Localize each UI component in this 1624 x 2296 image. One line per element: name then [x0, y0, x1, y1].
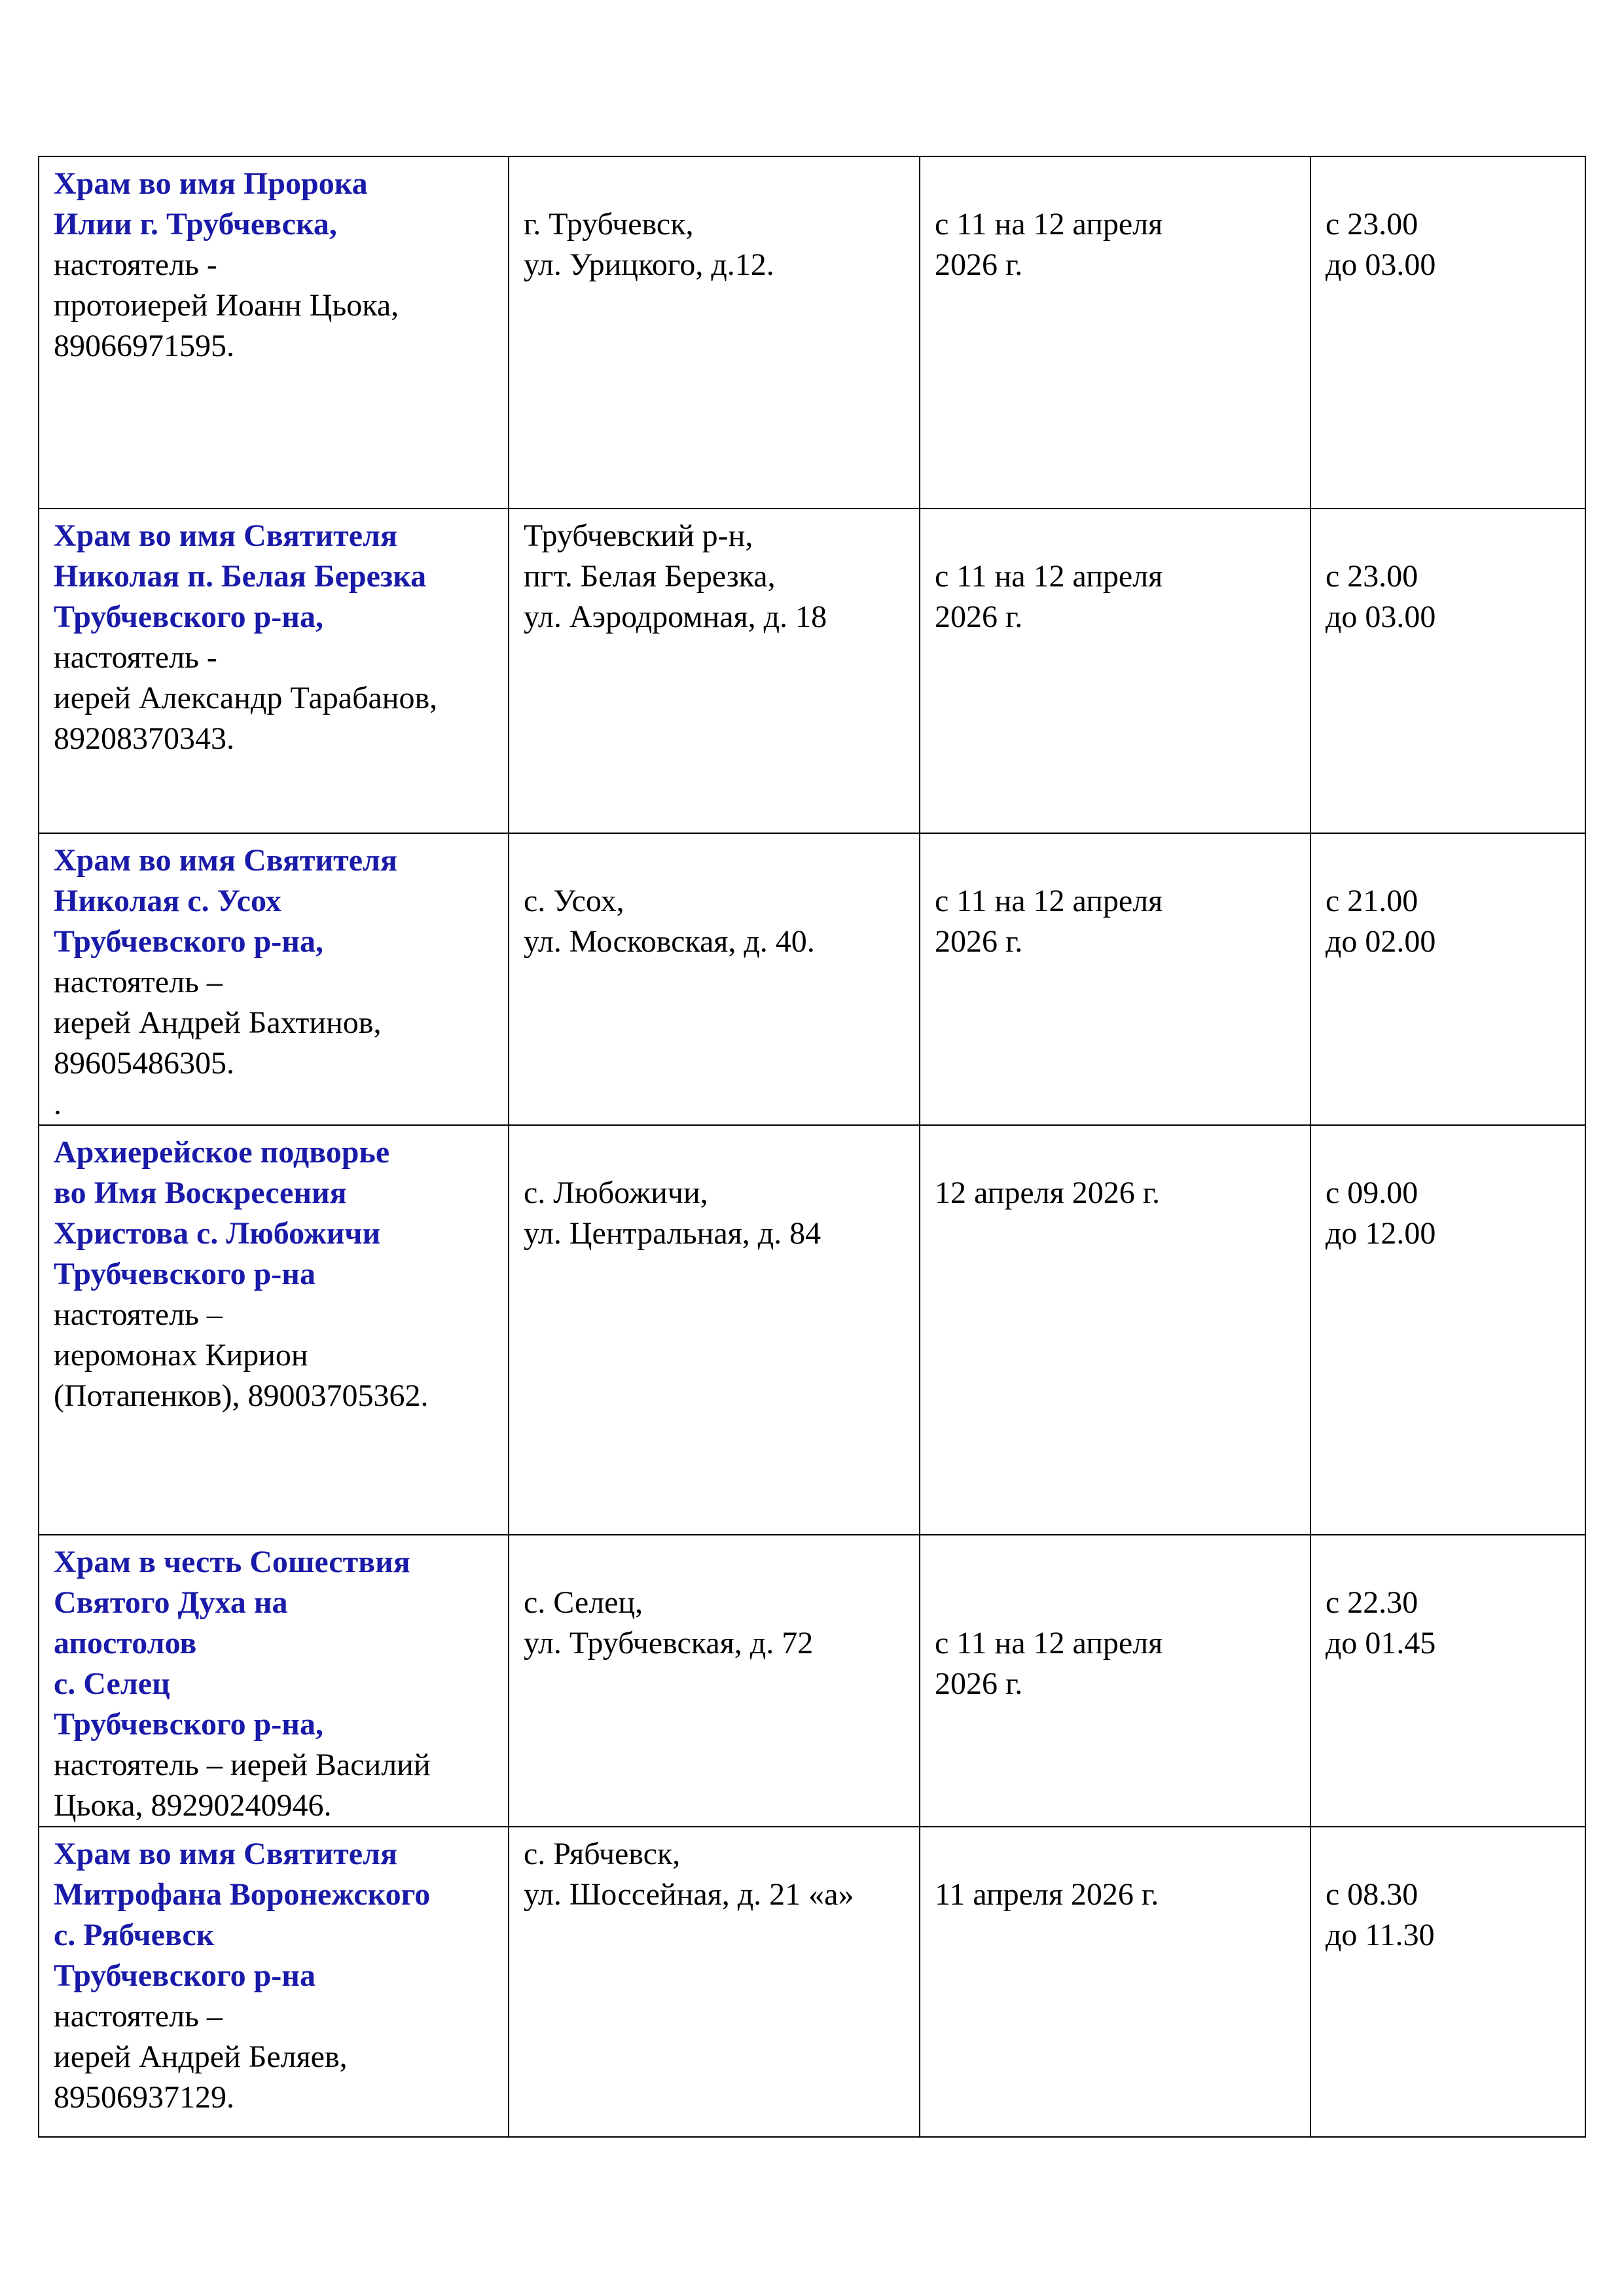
address-line: ул. Трубчевская, д. 72	[524, 1626, 814, 1660]
time-cell	[1310, 509, 1585, 833]
time-cell	[1310, 156, 1585, 509]
address-cell	[509, 1125, 920, 1535]
address-cell	[509, 1535, 920, 1827]
date-line	[935, 1583, 1297, 1623]
rector-line: протоиерей Иоанн Цьока,	[54, 288, 399, 323]
table-row	[39, 1535, 1585, 1827]
church-name-line: Трубчевского р-на	[54, 1257, 316, 1291]
date-line	[935, 1542, 1297, 1583]
date-line: 12 апреля 2026 г.	[935, 1175, 1160, 1210]
date-line: 2026 г.	[935, 924, 1023, 959]
rector-line: иерей Андрей Бахтинов,	[54, 1005, 382, 1040]
date-cell	[920, 156, 1310, 509]
rector-line: иеромонах Кирион	[54, 1338, 308, 1372]
rector-line: иерей Александр Тарабанов,	[54, 681, 438, 715]
time-line: до 01.45	[1326, 1626, 1436, 1660]
date-line	[935, 1834, 1297, 1874]
church-name-line: Трубчевского р-на,	[54, 600, 323, 634]
church-name-line: Храм во имя Святителя	[54, 843, 397, 878]
rector-line: .	[54, 1086, 62, 1121]
date-line: 11 апреля 2026 г.	[935, 1877, 1159, 1912]
address-line: Трубчевский р-н,	[524, 518, 753, 553]
rector-line: (Потапенков), 89003705362.	[54, 1378, 429, 1413]
address-cell	[509, 1827, 920, 2137]
church-name-line: Христова с. Любожичи	[54, 1216, 381, 1251]
time-cell	[1310, 833, 1585, 1125]
date-line: с 11 на 12 апреля	[935, 884, 1163, 918]
time-line: до 02.00	[1326, 924, 1436, 959]
time-line	[1326, 840, 1572, 881]
rector-line: настоятель – иерей Василий	[54, 1748, 431, 1782]
rector-line: иерей Андрей Беляев,	[54, 2039, 348, 2074]
time-line: с 09.00	[1326, 1175, 1418, 1210]
church-cell	[39, 1125, 509, 1535]
church-name-line: Архиерейское подворье	[54, 1135, 390, 1170]
time-line	[1326, 1834, 1572, 1874]
church-name-line: Храм во имя Святителя	[54, 1837, 397, 1871]
date-line: с 11 на 12 апреля	[935, 1626, 1163, 1660]
church-name-line: апостолов	[54, 1626, 197, 1660]
address-line: с. Усох,	[524, 884, 624, 918]
time-line: до 12.00	[1326, 1216, 1436, 1251]
time-line: до 11.30	[1326, 1918, 1435, 1952]
date-line: 2026 г.	[935, 600, 1023, 634]
rector-line: Цьока, 89290240946.	[54, 1788, 332, 1823]
church-name-line: Трубчевского р-на,	[54, 924, 323, 959]
rector-line: настоятель -	[54, 640, 217, 675]
address-line: с. Рябчевск,	[524, 1837, 681, 1871]
address-line	[524, 840, 906, 881]
rector-line: 89066971595.	[54, 329, 234, 363]
date-line	[935, 516, 1297, 556]
rector-line: настоятель -	[54, 247, 217, 282]
time-line: с 21.00	[1326, 884, 1418, 918]
church-cell	[39, 1827, 509, 2137]
table-row	[39, 1125, 1585, 1535]
date-cell	[920, 833, 1310, 1125]
time-cell	[1310, 1827, 1585, 2137]
address-line: ул. Московская, д. 40.	[524, 924, 815, 959]
time-line: с 22.30	[1326, 1585, 1418, 1620]
time-line: с 08.30	[1326, 1877, 1418, 1912]
church-name-line: Храм во имя Святителя	[54, 518, 397, 553]
address-line: ул. Шоссейная, д. 21 «а»	[524, 1877, 854, 1912]
church-name-line: Николая с. Усох	[54, 884, 281, 918]
time-cell	[1310, 1125, 1585, 1535]
church-cell	[39, 156, 509, 509]
church-name-line: Святого Духа на	[54, 1585, 288, 1620]
date-line: с 11 на 12 апреля	[935, 207, 1163, 242]
church-name-line: Храм во имя Пророка	[54, 166, 368, 201]
church-name-line: Митрофана Воронежского	[54, 1877, 431, 1912]
address-line: ул. Урицкого, д.12.	[524, 247, 774, 282]
time-line: до 03.00	[1326, 600, 1436, 634]
address-cell	[509, 833, 920, 1125]
time-line	[1326, 516, 1572, 556]
church-name-line: Николая п. Белая Березка	[54, 559, 427, 594]
date-line: 2026 г.	[935, 247, 1023, 282]
church-name-line: во Имя Воскресения	[54, 1175, 347, 1210]
church-name-line: Трубчевского р-на,	[54, 1707, 323, 1742]
time-cell	[1310, 1535, 1585, 1827]
time-line: до 03.00	[1326, 247, 1436, 282]
date-line	[935, 1132, 1297, 1173]
church-name-line: с. Селец	[54, 1666, 170, 1701]
date-cell	[920, 509, 1310, 833]
address-cell	[509, 509, 920, 833]
date-line: с 11 на 12 апреля	[935, 559, 1163, 594]
rector-line: настоятель –	[54, 1297, 223, 1332]
rector-line: 89506937129.	[54, 2080, 234, 2115]
church-name-line: с. Рябчевск	[54, 1918, 215, 1952]
date-line	[935, 840, 1297, 881]
date-cell	[920, 1827, 1310, 2137]
church-cell	[39, 1535, 509, 1827]
address-line: с. Любожичи,	[524, 1175, 708, 1210]
time-line	[1326, 1542, 1572, 1583]
address-cell	[509, 156, 920, 509]
address-line	[524, 164, 906, 204]
address-line: пгт. Белая Березка,	[524, 559, 776, 594]
rector-line: 89605486305.	[54, 1046, 234, 1081]
time-line: с 23.00	[1326, 559, 1418, 594]
date-cell	[920, 1125, 1310, 1535]
rector-line: настоятель –	[54, 1999, 223, 2034]
church-cell	[39, 509, 509, 833]
table-row	[39, 1827, 1585, 2137]
table-row	[39, 156, 1585, 509]
rector-line: настоятель –	[54, 965, 223, 999]
schedule-table	[38, 156, 1586, 2138]
rector-line: 89208370343.	[54, 721, 234, 756]
address-line: ул. Центральная, д. 84	[524, 1216, 821, 1251]
church-name-line: Илии г. Трубчевска,	[54, 207, 337, 242]
address-line	[524, 1132, 906, 1173]
address-line: ул. Аэродромная, д. 18	[524, 600, 827, 634]
address-line	[524, 1542, 906, 1583]
table-row	[39, 509, 1585, 833]
date-line: 2026 г.	[935, 1666, 1023, 1701]
church-name-line: Храм в честь Сошествия	[54, 1545, 410, 1579]
time-line	[1326, 1132, 1572, 1173]
church-name-line: Трубчевского р-на	[54, 1958, 316, 1993]
date-line	[935, 164, 1297, 204]
time-line: с 23.00	[1326, 207, 1418, 242]
table-row	[39, 833, 1585, 1125]
date-cell	[920, 1535, 1310, 1827]
address-line: г. Трубчевск,	[524, 207, 694, 242]
address-line: с. Селец,	[524, 1585, 643, 1620]
time-line	[1326, 164, 1572, 204]
church-cell	[39, 833, 509, 1125]
